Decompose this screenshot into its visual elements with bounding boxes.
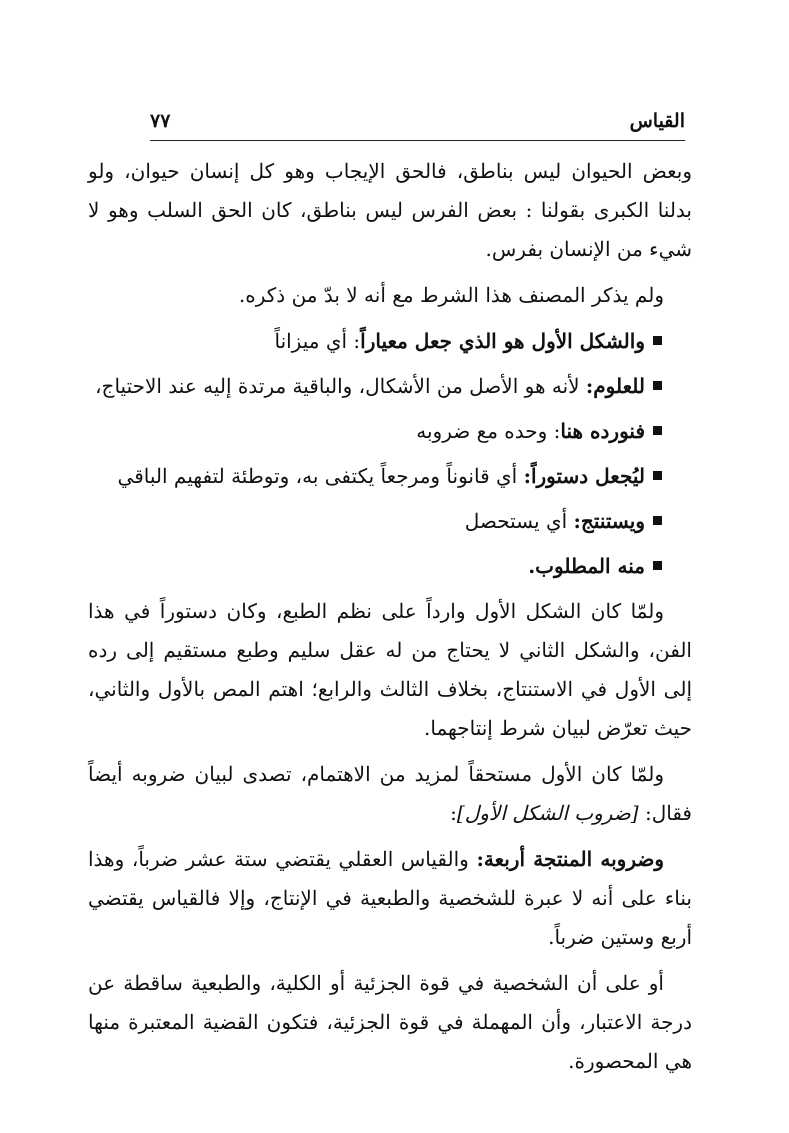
bullet-content (88, 367, 645, 406)
paragraph-4-colon: : (450, 801, 457, 825)
paragraph-5-text: والقياس العقلي يقتضي ستة عشر ضرباً، وهذا بناء على أنه لا عبرة للشخصية والطبعية في الإنتاج، وإلا فالقياس يقتضي أربع وستين ضرباً. (88, 847, 692, 949)
header-rule (150, 140, 685, 141)
bullet-item (88, 457, 692, 496)
paragraph-4-text: ولمّا كان الأول مستحقاً لمزيد من الاهتمام، تصدى لبيان ضروبه أيضاً فقال: (88, 762, 692, 825)
paragraph-4 (88, 755, 692, 833)
bullet-item (88, 547, 692, 586)
square-bullet-icon (653, 516, 662, 525)
square-bullet-icon (653, 336, 662, 345)
bullet-item (88, 412, 692, 451)
square-bullet-icon (653, 561, 662, 570)
page-header (150, 104, 685, 138)
bullet-term: ويستنتج: (573, 509, 645, 533)
bullet-content (88, 547, 645, 586)
bullet-term: فنورده هنا (560, 419, 645, 443)
bullet-text: أي يستحصل (464, 509, 574, 533)
running-title: القياس (629, 110, 685, 132)
bullet-item (88, 367, 692, 406)
paragraph-5 (88, 840, 692, 957)
square-bullet-icon (653, 381, 662, 390)
paragraph-2: ولم يذكر المصنف هذا الشرط مع أنه لا بدّ من ذكره. (238, 283, 664, 307)
paragraph-1: وبعض الحيوان ليس بناطق، فالحق الإيجاب وهو كل إنسان حيوان، ولو بدلنا الكبرى بقولنا : بعض الفرس ليس بناطق، كان الحق السلب وهو لا شيء من الإنسان بفرس. (88, 159, 692, 261)
bullet-content (88, 457, 645, 496)
bullet-text: لأنه هو الأصل من الأشكال، والباقية مرتدة إليه عند الاحتياج، (95, 374, 586, 398)
bullet-content (88, 412, 645, 451)
bullet-item (88, 322, 692, 361)
paragraph-3: ولمّا كان الشكل الأول وارداً على نظم الطبع، وكان دستوراً في هذا الفن، والشكل الثاني لا يحتاج من له عقل سليم وطبع مستقيم إلى رده إلى الأول في الاستنتاج، بخلاف الثالث والرابع؛ اهتم المص بالأول والثاني، حيث تعرّض لبيان شرط إنتاجهما. (88, 599, 692, 740)
bullet-content (88, 322, 645, 361)
bullet-term: للعلوم: (585, 374, 645, 398)
bullet-term: ليُجعل دستوراً: (523, 464, 645, 488)
bullet-text: أي قانوناً ومرجعاً يكتفى به، وتوطئة لتفهيم الباقي (117, 464, 524, 488)
square-bullet-icon (653, 426, 662, 435)
bullet-text: : وحده مع ضروبه (416, 419, 561, 443)
paragraph-5-term: وضروبه المنتجة أربعة: (476, 847, 664, 871)
paragraph-6: أو على أن الشخصية في قوة الجزئية أو الكلية، والطبعية ساقطة عن درجة الاعتبار، وأن المهملة في قوة الجزئية، فتكون القضية المعتبرة منها هي المحصورة. (88, 971, 692, 1073)
bullet-item (88, 502, 692, 541)
square-bullet-icon (653, 471, 662, 480)
bullet-term: منه المطلوب. (528, 554, 645, 578)
section-heading-inline: [ضروب الشكل الأول] (456, 801, 639, 825)
page-body (88, 152, 692, 1088)
page-number: ٧٧ (150, 110, 171, 132)
bullet-content (88, 502, 645, 541)
bullet-text: : أي ميزاناً (274, 329, 361, 353)
bullet-term: والشكل الأول هو الذي جعل معياراً (360, 329, 645, 353)
